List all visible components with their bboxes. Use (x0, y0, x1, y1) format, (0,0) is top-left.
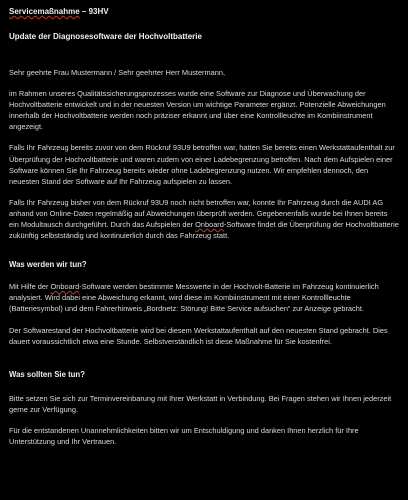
salutation: Sehr geehrte Frau Mustermann / Sehr geehrter Herr Mustermann, (9, 68, 226, 77)
paragraph-text: Falls Ihr Fahrzeug bisher von dem Rückruf 93U9 noch nicht betroffen war, konnte Ihr Fahrzeug durch die AUDI AG anhand von Online-Daten regelmäßig auf Abweichungen überprüft werden. Gegebenenfalls wurde bei Ihnen bereits ein Modultausch durchgeführt. Durch das Aufspielen der (9, 197, 388, 230)
do-paragraph-1: Bitte setzen Sie sich zur Terminvereinbarung mit Ihrer Werkstatt in Verbindung. Bei Fragen stehen wir Ihnen jederzeit gerne zur Verfügung. (9, 393, 392, 414)
do-paragraph-2: Für die entstandenen Unannehmlichkeiten bitten wir um Entschuldigung und danken Ihnen herzlich für Ihre Unterstützung und Ihr Vertrauen. (9, 425, 359, 446)
document-header (9, 7, 399, 17)
header-title-code: – 93HV (79, 7, 109, 16)
onboard-word: Onboard (195, 220, 224, 230)
recall-affected-paragraph: Falls Ihr Fahrzeug bereits zuvor von dem Rückruf 93U9 betroffen war, hatten Sie bereits einen Werkstattaufenthalt zur Überprüfung der Hochvoltbatterie und waren zudem von einer Ladebegrenzung betroffen. Nach dem Aufspielen einer Software können Sie Ihr Fahrzeug bereits wieder ohne Ladebegrenzung nutzen. Wir empfehlen dennoch, den neuesten Stand der Software auf Ihr Fahrzeug aufspielen zu lassen. (9, 143, 395, 186)
section-heading-what: Was werden wir tun? (9, 260, 87, 270)
paragraph-text: Mit Hilfe der (9, 282, 51, 292)
intro-paragraph: im Rahmen unseres Qualitätssicherungsprozesses wurde eine Software zur Diagnose und Überwachung der Hochvoltbatterie entwickelt und in der neuesten Version um wichtige Parameter ergänzt. Potenzielle Abweichungen innerhalb der Hochvoltbatterie werden noch präziser erkannt und über eine Kontrollleuchte im Kombiinstrument angezeigt. (9, 89, 386, 132)
what-paragraph-1 (9, 281, 399, 314)
recall-not-affected-paragraph (9, 197, 399, 241)
onboard-word: Onboard (50, 282, 80, 292)
document-subtitle: Update der Diagnosesoftware der Hochvoltbatterie (9, 32, 202, 41)
paragraph-text: -Software werden bestimmte Messwerte in der Hochvolt-Batterie im Fahrzeug kontinuierlich analysiert. Wird dabei eine Abweichung erkannt, wird diese im Kombiinstrument mit einer Kontrollleuchte (Batteriesymbol) und dem Fahrerhinweis „Bordnetz: Störung! Bitte Service aufsuchen“ zur Anzeige gebracht. (9, 282, 379, 314)
paragraph-text: -Software findet die Überprüfung der Hochvoltbatterie zukünftig selbstständig und kontinuierlich durch das Fahrzeug statt. (9, 220, 399, 241)
section-heading-do: Was sollten Sie tun? (9, 369, 85, 379)
what-paragraph-2: Der Softwarestand der Hochvoltbatterie wird bei diesem Werkstattaufenthalt auf den neuesten Stand gebracht. Dies dauert voraussichtlich etwa eine Stunde. Selbstverständlich ist diese Maßnahme für Sie kostenfrei. (9, 325, 388, 346)
header-title-word: Servicemaßnahme (9, 7, 80, 16)
